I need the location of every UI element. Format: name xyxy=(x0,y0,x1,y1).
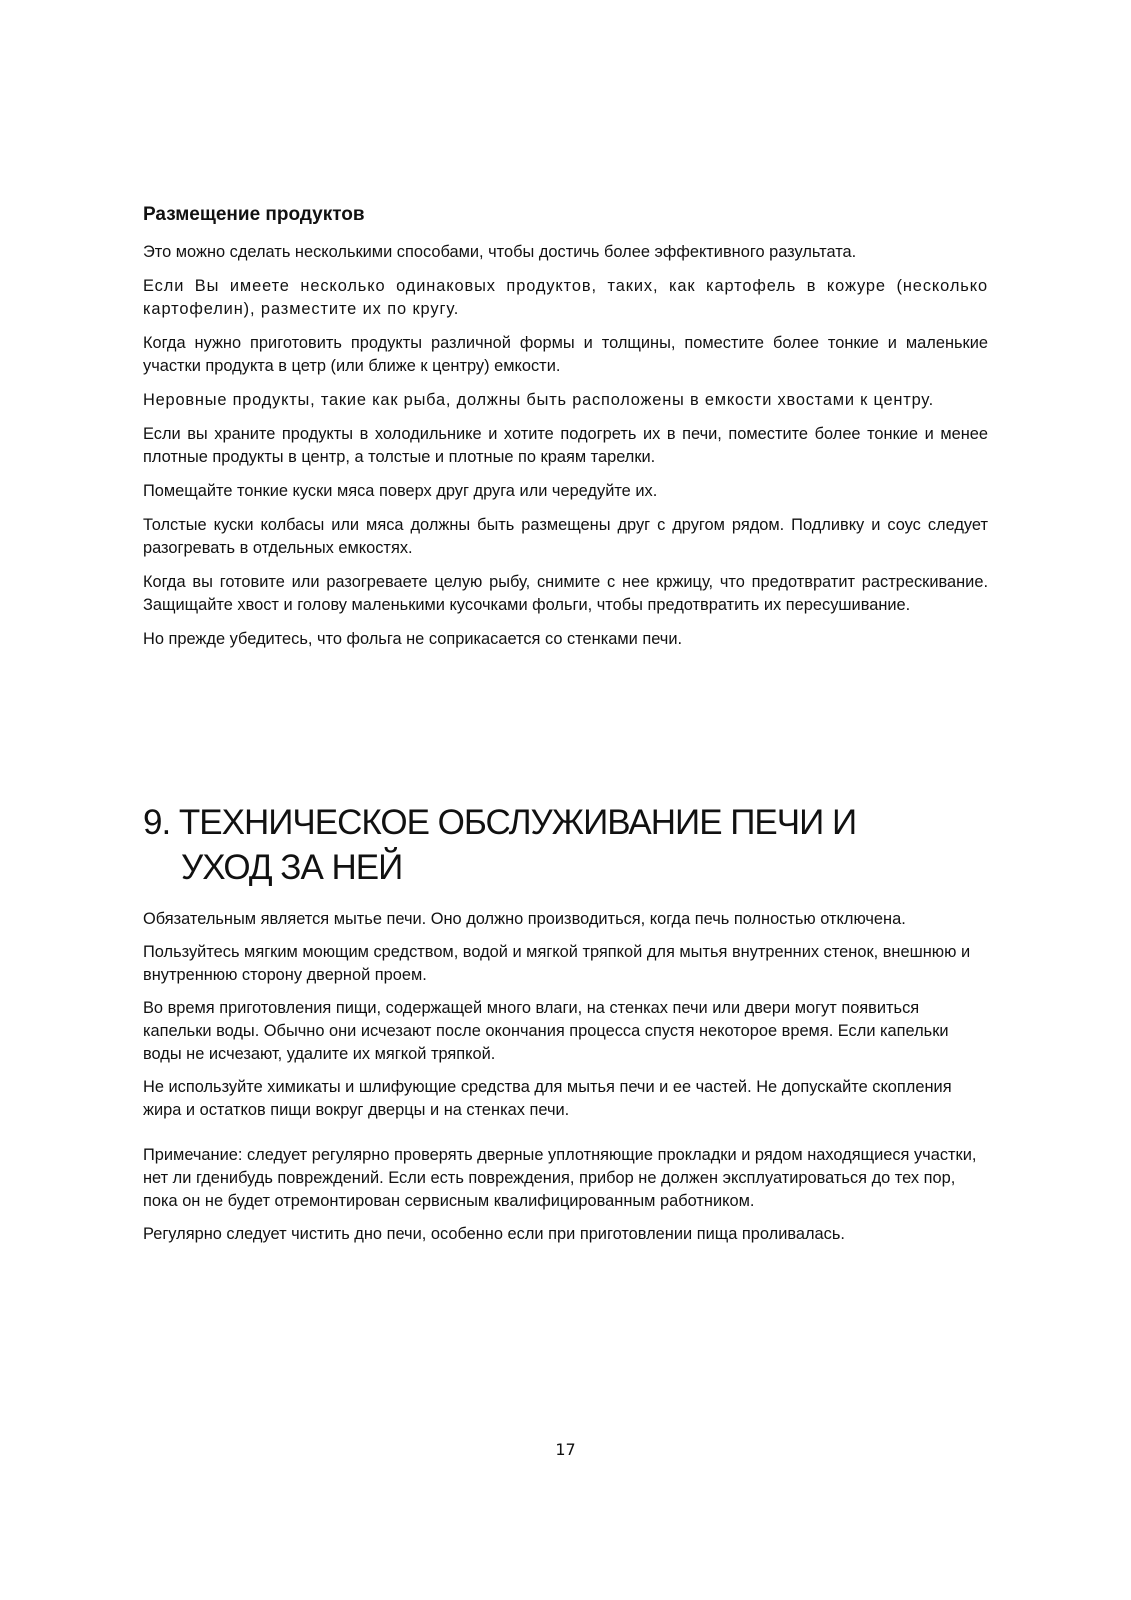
chapter-title-line-2: УХОД ЗА НЕЙ xyxy=(181,848,403,887)
paragraph: Не используйте химикаты и шлифующие средства для мытья печи и ее частей. Не допускайте скопления жира и остатков пищи вокруг дверцы и на стенках печи. xyxy=(143,1078,952,1119)
paragraph: Помещайте тонкие куски мяса поверх друг друга или чередуйте их. xyxy=(143,482,658,500)
chapter-title-line-1: 9. ТЕХНИЧЕСКОЕ ОБСЛУЖИВАНИЕ ПЕЧИ И xyxy=(143,803,857,842)
page-number: 17 xyxy=(555,1440,576,1459)
paragraph: Во время приготовления пищи, содержащей много влаги, на стенках печи или двери могут появиться капельки воды. Обычно они исчезают после окончания процесса спустя некоторое время. Если капельки воды не исчезают, удалите их мягкой тряпкой. xyxy=(143,999,949,1063)
paragraph: Но прежде убедитесь, что фольга не соприкасается со стенками печи. xyxy=(143,630,683,648)
paragraph: Когда нужно приготовить продукты различной формы и толщины, поместите более тонкие и маленькие участки продукта в цетр (или ближе к центру) емкости. xyxy=(143,334,988,375)
paragraph: Обязательным является мытье печи. Оно должно производиться, когда печь полностью отключена. xyxy=(143,910,906,928)
paragraph: Когда вы готовите или разогреваете целую рыбу, снимите с нее кржицу, что предотвратит растрескивание. Защищайте хвост и голову маленькими кусочками фольги, чтобы предотвратить их пересушивание. xyxy=(143,573,988,614)
paragraph: Если Вы имеете несколько одинаковых продуктов, таких, как картофель в кожуре (несколько картофелин), разместите их по кругу. xyxy=(143,277,988,318)
section-product-placement xyxy=(143,203,988,662)
paragraph: Если вы храните продукты в холодильнике и хотите подогреть их в печи, поместите более тонкие и менее плотные продукты в центр, а толстые и плотные по краям тарелки. xyxy=(143,425,988,466)
section-heading: Размещение продуктов xyxy=(143,204,365,225)
paragraph: Это можно сделать несколькими способами, чтобы достичь более эффективного разультата. xyxy=(143,243,857,261)
paragraph: Неровные продукты, такие как рыба, должны быть расположены в емкости хвостами к центру. xyxy=(143,391,935,409)
paragraph: Пользуйтесь мягким моющим средством, водой и мягкой тряпкой для мытья внутренних стенок, внешнюю и внутреннюю сторону дверной проем. xyxy=(143,943,971,984)
chapter-title xyxy=(143,800,1003,890)
section-maintenance xyxy=(143,908,988,1256)
paragraph: Регулярно следует чистить дно печи, особенно если при приготовлении пища проливалась. xyxy=(143,1225,845,1243)
note-paragraph: Примечание: следует регулярно проверять дверные уплотняющие прокладки и рядом находящиеся участки, нет ли гденибудь повреждений. Если есть повреждения, прибор не должен эксплуатироваться до тех пор, пока он не будет отремонтирован сервисным квалифицированным работником. xyxy=(143,1146,977,1210)
paragraph: Толстые куски колбасы или мяса должны быть размещены друг с другом рядом. Подливку и соус следует разогревать в отдельных емкостях. xyxy=(143,516,988,557)
